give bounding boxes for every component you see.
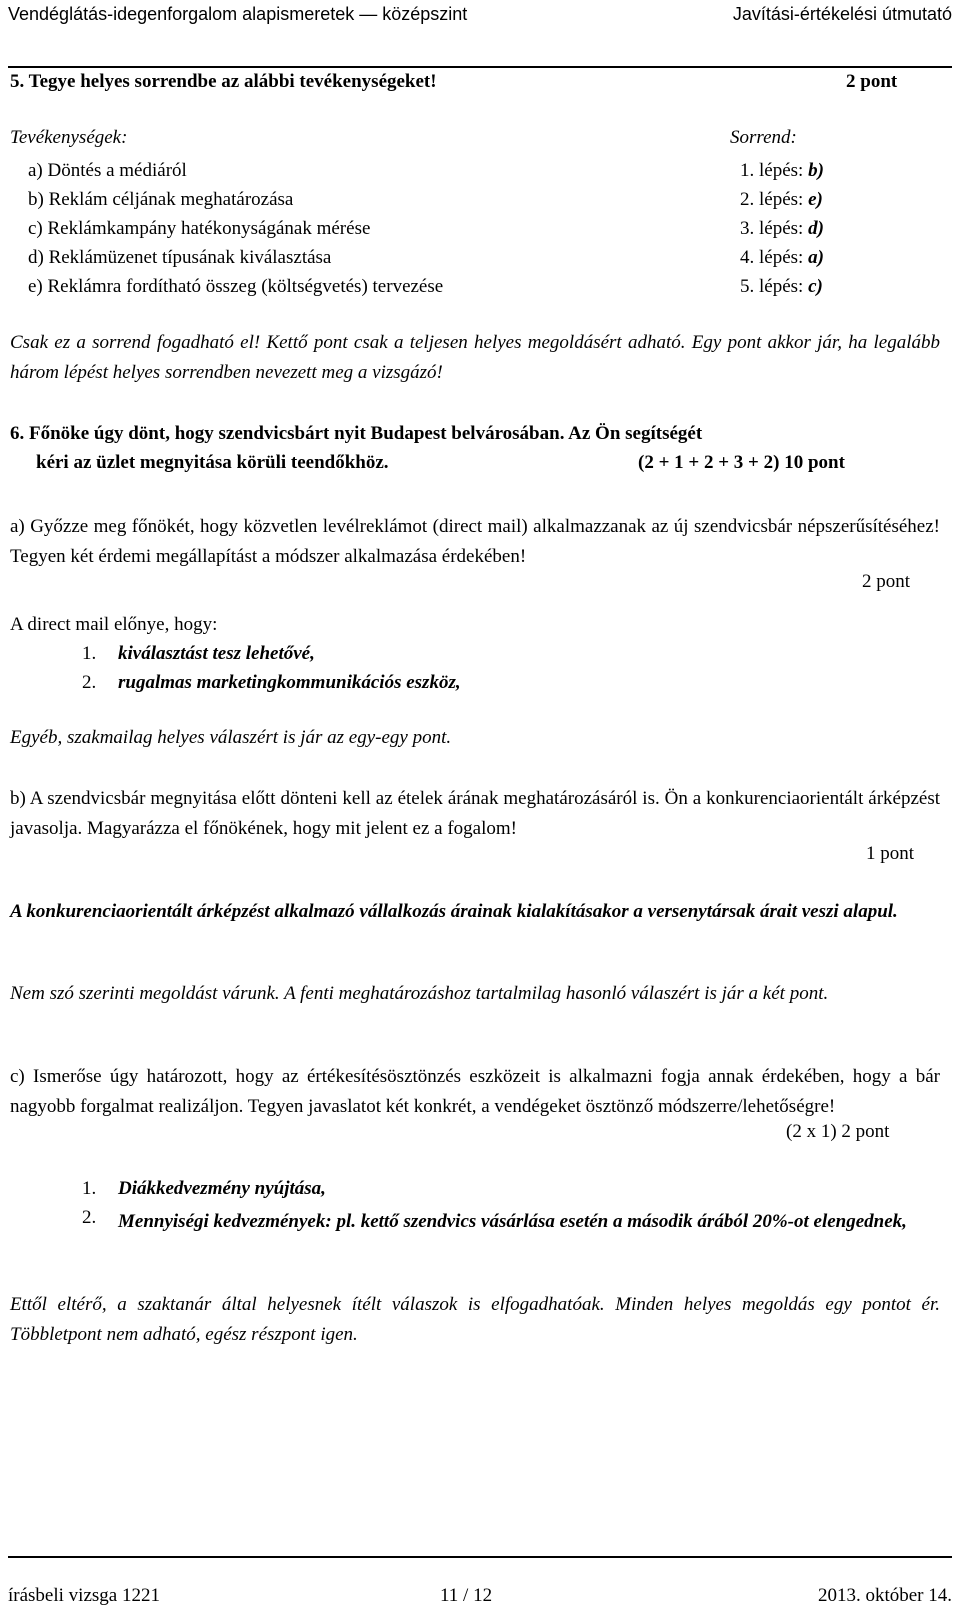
activity-list [10, 156, 650, 301]
q6b-points: 1 pont [866, 843, 915, 864]
activity-item: b) Reklám céljának meghatározása [28, 189, 294, 210]
q6c-points: (2 x 1) 2 pont [786, 1121, 890, 1142]
activity-item: c) Reklámkampány hatékonyságának mérése [28, 218, 371, 239]
order-item [740, 272, 900, 301]
footer-rule [8, 1556, 952, 1558]
order-item [740, 214, 900, 243]
footer-center: 11 / 12 [440, 1585, 493, 1606]
q6b-answer: A konkurenciaorientált árképzést alkalmazó vállalkozás árainak kialakításakor a versenytársak árait veszi alapul. [10, 901, 898, 922]
q6-title-line1: 6. Főnöke úgy dönt, hogy szendvicsbárt nyit Budapest belvárosában. Az Ön segítségét [10, 423, 703, 444]
q6c-note: Ettől eltérő, a szaktanár által helyesnek ítélt válaszok is elfogadhatóak. Minden helyes megoldás egy pontot ér. Többletpont nem adható, egész részpont igen. [10, 1294, 940, 1345]
order-item [740, 185, 900, 214]
order-step: 4. lépés: [740, 247, 809, 268]
order-item [740, 243, 900, 272]
q6b-question: b) A szendvicsbár megnyitása előtt dönteni kell az ételek árának meghatározásáról is. Ön a konkurenciaorientált árképzést javasolja. Magyarázza el főnökének, hogy mit jelent ez a fogalom! [10, 788, 940, 839]
q6c-answer-num: 1. [82, 1178, 97, 1199]
order-answer: e) [808, 189, 823, 210]
footer-left: írásbeli vizsga 1221 [8, 1585, 160, 1606]
q6a-points: 2 pont [862, 571, 911, 592]
q5-points: 2 pont [846, 71, 898, 92]
order-step: 2. lépés: [740, 189, 809, 210]
q6c-answer-num: 2. [82, 1207, 97, 1228]
q6a-question [10, 512, 940, 571]
q6a-answer-num: 2. [82, 672, 97, 693]
activity-item: e) Reklámra fordítható összeg (költségvetés) tervezése [28, 276, 444, 297]
order-step: 3. lépés: [740, 218, 809, 239]
q5-title: 5. Tegye helyes sorrendbe az alábbi tevékenységeket! [10, 71, 437, 92]
q5-note: Csak ez a sorrend fogadható el! Kettő pont csak a teljesen helyes megoldásért adható. Egy pont akkor jár, ha legalább három lépést helyes sorrendben nevezett meg a vizsgázó! [10, 332, 940, 383]
header-rule [8, 66, 952, 68]
header-right: Javítási-értékelési útmutató [732, 4, 952, 24]
q6a-question-text: a) Győzze meg főnökét, hogy közvetlen levélreklámot (direct mail) alkalmazzanak az új szendvicsbár népszerűsítéséhez! Tegyen két érdemi megállapítást a módszer alkalmazása érdekében! [10, 516, 940, 567]
order-answer: a) [808, 247, 824, 268]
q6-points: (2 + 1 + 2 + 3 + 2) 10 pont [638, 452, 845, 473]
q6a-intro: A direct mail előnye, hogy: [10, 614, 218, 635]
order-list [740, 156, 900, 301]
activity-item: a) Döntés a médiáról [28, 160, 187, 181]
order-item [740, 156, 900, 185]
q6a-answer: kiválasztást tesz lehetővé, [118, 643, 315, 664]
page-header [8, 4, 952, 32]
order-step: 5. lépés: [740, 276, 809, 297]
order-answer: d) [808, 218, 824, 239]
q6c-question: c) Ismerőse úgy határozott, hogy az értékesítésösztönzés eszközeit is alkalmazni fogja annak érdekében, hogy a bár nagyobb forgalmat realizáljon. Tegyen javaslatot két konkrét, a vendégeket ösztönző módszerre/lehetőségre! [10, 1066, 940, 1117]
header-left: Vendéglátás-idegenforgalom alapismeretek — középszint [8, 4, 468, 24]
q6c-answer: Mennyiségi kedvezmények: pl. kettő szendvics vásárlása esetén a második árából 20%-ot elengednek, [118, 1211, 907, 1232]
q6a-answer-num: 1. [82, 643, 97, 664]
order-answer: c) [808, 276, 823, 297]
q6a-answer: rugalmas marketingkommunikációs eszköz, [118, 672, 461, 693]
q6b-note: Nem szó szerinti megoldást várunk. A fenti meghatározáshoz tartalmilag hasonló válaszért is jár a két pont. [10, 983, 829, 1004]
footer-right: 2013. október 14. [817, 1585, 952, 1606]
order-step: 1. lépés: [740, 160, 809, 181]
activities-label: Tevékenységek: [10, 127, 128, 148]
order-answer: b) [808, 160, 824, 181]
q6c-answer: Diákkedvezmény nyújtása, [118, 1178, 326, 1199]
order-label: Sorrend: [730, 127, 797, 148]
q6-title-line2: kéri az üzlet megnyitása körüli teendőkhöz. [36, 452, 389, 473]
q6a-note: Egyéb, szakmailag helyes válaszért is jár az egy-egy pont. [10, 727, 452, 748]
activity-item: d) Reklámüzenet típusának kiválasztása [28, 247, 332, 268]
